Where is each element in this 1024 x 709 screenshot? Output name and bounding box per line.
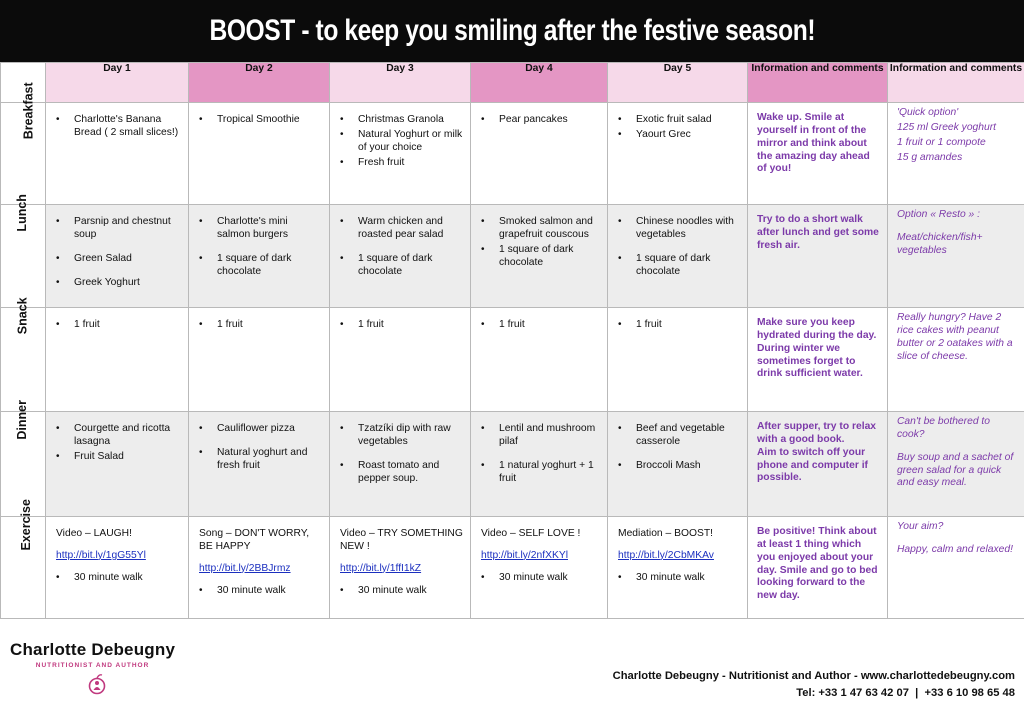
day-5-cell	[608, 412, 748, 517]
row-label	[1, 82, 46, 205]
meal-item: • 1 fruit	[481, 319, 601, 332]
meal-item: • 1 square of dark chocolate	[618, 253, 741, 279]
day-2-cell	[189, 308, 330, 412]
meal-item: • Smoked salmon and grapefruit couscous	[481, 216, 601, 242]
day-4-cell	[471, 103, 608, 205]
day-2-cell	[189, 412, 330, 517]
row-label-text: Breakfast	[21, 82, 36, 140]
activity-title: Video – TRY SOMETHING NEW !	[340, 528, 463, 552]
day-1-cell	[46, 308, 189, 412]
meal-item: • Tropical Smoothie	[199, 114, 323, 127]
meal-item: • Broccoli Mash	[618, 460, 741, 473]
meal-item: • Parsnip and chestnut soup	[56, 216, 182, 242]
day-5-cell	[608, 308, 748, 412]
row-exercise	[1, 517, 1024, 619]
meal-item: • 1 fruit	[56, 319, 182, 332]
page-title: BOOST - to keep you smiling after the festive season!	[209, 14, 815, 47]
row-breakfast	[1, 103, 1024, 205]
meal-item: • Cauliflower pizza	[199, 423, 323, 436]
day-3-cell	[330, 205, 471, 308]
page-title-banner	[0, 0, 1024, 62]
day-2-cell	[189, 517, 330, 619]
day-3-cell	[330, 517, 471, 619]
tip-line: Happy, calm and relaxed!	[897, 543, 1013, 555]
phone-line: Tel: +33 1 47 63 42 07 | +33 6 10 98 65 48	[796, 687, 1015, 700]
day-1-cell	[46, 517, 189, 619]
info-comment-text: After supper, try to relax with a good book. Aim to switch off your phone and computer if possible.	[757, 421, 877, 484]
row-dinner	[1, 412, 1024, 517]
tip-line: Buy soup and a sachet of green salad for a quick and easy meal.	[897, 451, 1014, 489]
tip-line: Your aim?	[897, 521, 944, 532]
meal-item: • 30 minute walk	[199, 585, 323, 598]
meal-item: • Pear pancakes	[481, 114, 601, 127]
day-1-cell	[46, 205, 189, 308]
row-snack	[1, 308, 1024, 412]
meal-item: • 30 minute walk	[618, 572, 741, 585]
meal-item: • Roast tomato and pepper soup.	[340, 460, 464, 486]
meal-item: • Courgette and ricotta lasagna	[56, 423, 182, 449]
info-comment-text: Make sure you keep hydrated during the day. During winter we sometimes forget to drink sufficient water.	[757, 317, 877, 380]
meal-item: • Green Salad	[56, 253, 182, 266]
row-lunch	[1, 205, 1024, 308]
meal-item: • Lentil and mushroom pilaf	[481, 423, 601, 449]
day-4-cell	[471, 205, 608, 308]
row-label	[1, 499, 46, 619]
meal-item: • 1 square of dark chocolate	[340, 253, 464, 279]
meal-item: • Natural Yoghurt or milk of your choice	[340, 129, 464, 155]
video-link[interactable]: http://bit.ly/2CbMKAv	[618, 549, 714, 561]
tip-line: 15 g amandes	[897, 151, 963, 163]
meal-item: • Natural yoghurt and fresh fruit	[199, 447, 323, 473]
tip-line: 1 fruit or 1 compote	[897, 136, 986, 148]
header-day-4: Day 4	[471, 63, 608, 103]
meal-plan-table	[0, 62, 1024, 619]
day-2-cell	[189, 103, 330, 205]
activity-title: Mediation – BOOST!	[618, 528, 713, 539]
day-5-cell	[608, 205, 748, 308]
info-comment-text: Be positive! Think about at least 1 thing which you enjoyed about your day. Smile and go to bed looking forward to the new day.	[757, 526, 878, 602]
video-link[interactable]: http://bit.ly/2nfXKYl	[481, 549, 568, 561]
meal-item: • 1 square of dark chocolate	[199, 253, 323, 279]
meal-item: • Greek Yoghurt	[56, 277, 182, 290]
day-5-cell	[608, 517, 748, 619]
header-day-1: Day 1	[46, 63, 189, 103]
header-day-2: Day 2	[189, 63, 330, 103]
meal-item: • 1 natural yoghurt + 1 fruit	[481, 460, 601, 486]
meal-item: • 1 fruit	[199, 319, 323, 332]
meal-item: • Beef and vegetable casserole	[618, 423, 741, 449]
info-tip	[888, 205, 1024, 308]
meal-item: • Chinese noodles with vegetables	[618, 216, 741, 242]
info-tip	[888, 412, 1024, 517]
row-label-text: Snack	[15, 297, 30, 335]
row-label	[1, 194, 46, 308]
info-tip	[888, 517, 1024, 619]
day-3-cell	[330, 308, 471, 412]
meal-item: • Christmas Granola	[340, 114, 464, 127]
activity-title: Video – LAUGH!	[56, 528, 132, 539]
meal-item: • 1 fruit	[618, 319, 741, 332]
tip-line: Really hungry? Have 2 rice cakes with peanut butter or 2 oatakes with a slice of cheese.	[897, 312, 1013, 362]
day-5-cell	[608, 103, 748, 205]
day-4-cell	[471, 308, 608, 412]
row-label-text: Lunch	[15, 194, 30, 232]
meal-item: • 30 minute walk	[340, 585, 464, 598]
apple-logo-icon	[88, 673, 175, 700]
info-comment	[748, 103, 888, 205]
day-1-cell	[46, 412, 189, 517]
header-day-3: Day 3	[330, 63, 471, 103]
day-3-cell	[330, 412, 471, 517]
meal-item: • 30 minute walk	[56, 572, 182, 585]
day-4-cell	[471, 412, 608, 517]
brand-logo	[10, 640, 175, 700]
info-comment	[748, 308, 888, 412]
header-info-1: Information and comments	[748, 63, 888, 103]
tip-line: Meat/chicken/fish+ vegetables	[897, 231, 983, 256]
brand-subtitle: NUTRITIONIST AND AUTHOR	[35, 662, 150, 669]
activity-title: Video – SELF LOVE !	[481, 528, 581, 539]
brand-name: Charlotte Debeugny	[10, 640, 176, 659]
meal-item: • Warm chicken and roasted pear salad	[340, 216, 464, 242]
header-info-2: Information and comments	[888, 63, 1024, 103]
meal-item: • Exotic fruit salad	[618, 114, 741, 127]
meal-item: • 1 fruit	[340, 319, 464, 332]
footer-contact	[613, 668, 1015, 703]
meal-item: • Charlotte's Banana Bread ( 2 small slices!)	[56, 114, 182, 140]
info-comment-text: Wake up. Smile at yourself in front of the mirror and think about the amazing day ahead of you!	[757, 112, 870, 175]
activity-title: Song – DON'T WORRY, BE HAPPY	[199, 528, 310, 552]
day-2-cell	[189, 205, 330, 308]
video-link[interactable]: http://bit.ly/2BBJrmz	[199, 562, 291, 574]
row-label	[1, 297, 46, 412]
meal-item: • Fruit Salad	[56, 451, 182, 464]
day-1-cell	[46, 103, 189, 205]
day-3-cell	[330, 103, 471, 205]
contact-line: Charlotte Debeugny - Nutritionist and Author - www.charlottedebeugny.com	[612, 670, 1015, 682]
meal-item: • Fresh fruit	[340, 157, 464, 170]
tip-line: Option « Resto » :	[897, 209, 980, 220]
video-link[interactable]: http://bit.ly/1gG55Yl	[56, 549, 146, 561]
video-link[interactable]: http://bit.ly/1ffI1kZ	[340, 562, 422, 574]
meal-item: • 1 square of dark chocolate	[481, 244, 601, 270]
row-label-text: Dinner	[15, 400, 30, 440]
day-4-cell	[471, 517, 608, 619]
info-comment	[748, 517, 888, 619]
info-tip	[888, 103, 1024, 205]
info-comment	[748, 205, 888, 308]
row-label-text: Exercise	[18, 499, 33, 551]
tip-line: 'Quick option'	[897, 107, 959, 118]
meal-item: • Yaourt Grec	[618, 129, 741, 142]
meal-item: • Tzatzíki dip with raw vegetables	[340, 423, 464, 449]
info-tip	[888, 308, 1024, 412]
header-day-5: Day 5	[608, 63, 748, 103]
meal-item: • Charlotte's mini salmon burgers	[199, 216, 323, 242]
info-comment-text: Try to do a short walk after lunch and get some fresh air.	[757, 214, 879, 251]
tip-line: 125 ml Greek yoghurt	[897, 121, 997, 133]
info-comment	[748, 412, 888, 517]
meal-item: • 30 minute walk	[481, 572, 601, 585]
tip-line: Can't be bothered to cook?	[897, 416, 990, 440]
